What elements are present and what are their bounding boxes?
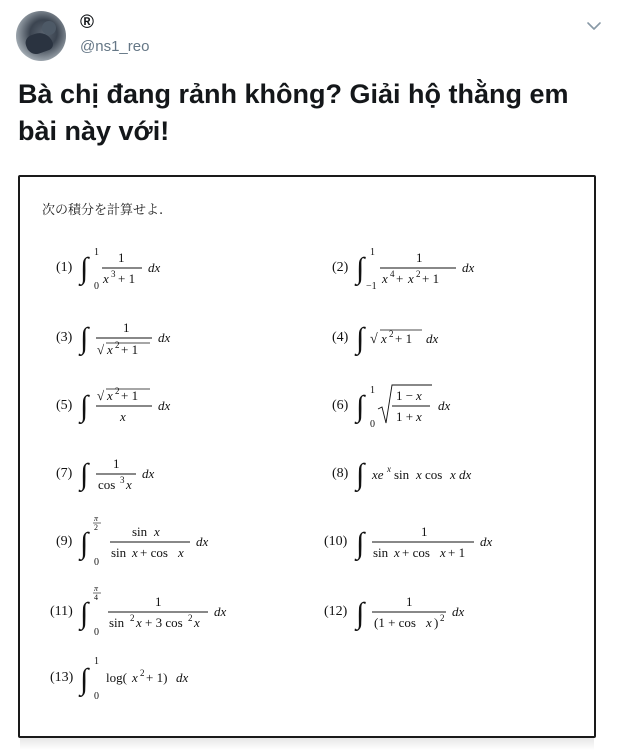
svg-text:dx: dx (462, 260, 475, 275)
svg-text:dx: dx (438, 398, 451, 413)
tweet-image[interactable] (18, 175, 596, 738)
svg-text:π: π (94, 514, 99, 523)
svg-text:x: x (154, 524, 160, 539)
problem-4 (332, 313, 492, 363)
svg-text:dx: dx (148, 260, 161, 275)
svg-text:+ 1): + 1) (146, 670, 168, 685)
svg-text:xe: xe (372, 467, 384, 482)
svg-text:π: π (94, 584, 99, 593)
svg-text:dx: dx (196, 534, 209, 549)
svg-text:+ cos: + cos (402, 545, 430, 560)
svg-text:x: x (426, 615, 432, 630)
svg-text:1: 1 (155, 594, 162, 609)
svg-text:x: x (103, 271, 109, 286)
svg-text:∫: ∫ (356, 390, 365, 423)
svg-text:sin: sin (373, 545, 389, 560)
svg-text:0: 0 (370, 419, 375, 430)
svg-text:sin: sin (111, 545, 127, 560)
svg-text:x: x (107, 342, 113, 357)
svg-text:+ 1: + 1 (118, 271, 136, 286)
svg-text:1 +: 1 + (396, 409, 414, 424)
svg-text:∫: ∫ (80, 527, 89, 560)
svg-text:dx: dx (142, 466, 155, 481)
svg-text:+ 3 cos: + 3 cos (145, 615, 183, 630)
problem-number: (11) (50, 604, 73, 619)
problem-9 (56, 515, 256, 571)
svg-text:3: 3 (111, 269, 116, 279)
svg-text:2: 2 (140, 668, 145, 678)
svg-text:2: 2 (389, 329, 394, 339)
svg-text:∫: ∫ (356, 322, 365, 355)
chevron-down-icon[interactable] (586, 18, 602, 34)
svg-text:x: x (394, 545, 400, 560)
svg-text:1 −: 1 − (396, 388, 414, 403)
problem-8 (332, 449, 512, 499)
svg-text:x: x (132, 670, 138, 685)
svg-text:0: 0 (94, 627, 99, 638)
svg-text:1: 1 (370, 247, 375, 258)
problem-number: (4) (332, 330, 349, 345)
svg-text:x: x (416, 467, 422, 482)
svg-text:4: 4 (94, 593, 98, 602)
instruction-text: 次の積分を計算せよ. (42, 203, 164, 218)
svg-text:x: x (387, 464, 391, 474)
svg-text:sin: sin (394, 467, 410, 482)
svg-text:+ cos: + cos (140, 545, 168, 560)
svg-text:1: 1 (113, 456, 120, 471)
svg-text:(1 + cos: (1 + cos (374, 615, 416, 630)
svg-text:x: x (408, 271, 414, 286)
svg-text:∫: ∫ (356, 527, 365, 560)
svg-text:∫: ∫ (80, 390, 89, 423)
svg-text:1: 1 (94, 656, 99, 667)
svg-text:1: 1 (94, 247, 99, 258)
svg-text:sin: sin (109, 615, 125, 630)
problem-number: (2) (332, 260, 349, 275)
tweet-text: Bà chị đang rảnh không? Giải hộ thằng em bài này với! (18, 79, 569, 146)
problem-number: (1) (56, 260, 73, 275)
problem-12 (324, 585, 524, 641)
problem-number: (3) (56, 330, 73, 345)
svg-text:2: 2 (130, 613, 135, 623)
svg-text:x dx: x dx (450, 467, 472, 482)
display-name[interactable]: ® (80, 12, 94, 33)
svg-text:+ 1: + 1 (422, 271, 440, 286)
problem-10 (324, 515, 534, 571)
svg-text:+ 1: + 1 (395, 331, 413, 346)
svg-text:cos: cos (425, 467, 443, 482)
svg-text:0: 0 (94, 281, 99, 292)
problem-number: (13) (50, 670, 74, 685)
svg-text:4: 4 (390, 269, 395, 279)
svg-text:x: x (178, 545, 184, 560)
svg-text:1: 1 (421, 524, 428, 539)
svg-text:√: √ (97, 388, 105, 403)
svg-text:x: x (382, 271, 388, 286)
svg-text:√: √ (370, 332, 378, 347)
svg-text:∫: ∫ (356, 458, 365, 491)
problem-number: (12) (324, 604, 348, 619)
svg-text:x: x (381, 331, 387, 346)
svg-text:x: x (440, 545, 446, 560)
svg-text:2: 2 (115, 340, 120, 350)
problem-13 (50, 651, 250, 703)
problem-number: (8) (332, 466, 349, 481)
svg-text:x: x (194, 615, 200, 630)
svg-text:dx: dx (158, 330, 171, 345)
problem-11 (50, 585, 270, 641)
svg-text:dx: dx (176, 670, 189, 685)
problem-number: (9) (56, 534, 73, 549)
svg-text:∫: ∫ (80, 663, 89, 696)
svg-text:2: 2 (115, 386, 120, 396)
svg-text:dx: dx (214, 604, 227, 619)
svg-text:1: 1 (123, 320, 130, 335)
svg-text:dx: dx (452, 604, 465, 619)
svg-text:0: 0 (94, 691, 99, 702)
svg-text:1: 1 (406, 594, 413, 609)
svg-text:x: x (136, 615, 142, 630)
svg-text:log(: log( (106, 670, 127, 685)
svg-text:x: x (132, 545, 138, 560)
svg-text:∫: ∫ (80, 597, 89, 630)
svg-text:cos: cos (98, 477, 116, 492)
svg-text:√: √ (97, 342, 105, 357)
svg-text:+ 1: + 1 (448, 545, 466, 560)
svg-text:1: 1 (118, 250, 125, 265)
problem-5 (56, 381, 216, 431)
svg-text:2: 2 (188, 613, 193, 623)
svg-text:x: x (120, 409, 126, 424)
problem-7 (56, 449, 216, 499)
user-handle[interactable]: @ns1_reo (80, 38, 150, 55)
svg-text:2: 2 (94, 523, 98, 532)
svg-text:3: 3 (120, 475, 125, 485)
svg-text:∫: ∫ (356, 252, 365, 285)
problem-number: (6) (332, 398, 349, 413)
svg-text:2: 2 (440, 613, 445, 623)
svg-text:x: x (107, 388, 113, 403)
svg-text:dx: dx (158, 398, 171, 413)
svg-text:1: 1 (416, 250, 423, 265)
svg-text:dx: dx (480, 534, 493, 549)
svg-text:): ) (434, 615, 439, 630)
svg-text:+ 1: + 1 (121, 342, 139, 357)
svg-text:+: + (396, 271, 404, 286)
svg-text:dx: dx (426, 331, 439, 346)
svg-text:−1: −1 (366, 281, 377, 292)
svg-text:∫: ∫ (80, 252, 89, 285)
problem-number: (10) (324, 534, 348, 549)
avatar[interactable] (16, 11, 66, 61)
problem-2 (332, 243, 512, 293)
svg-text:∫: ∫ (356, 597, 365, 630)
svg-text:x: x (416, 388, 422, 403)
svg-text:x: x (126, 477, 132, 492)
svg-text:sin: sin (132, 524, 148, 539)
problem-3 (56, 313, 216, 363)
problem-6 (332, 381, 492, 431)
svg-text:+ 1: + 1 (121, 388, 139, 403)
svg-text:0: 0 (94, 557, 99, 568)
svg-text:∫: ∫ (80, 322, 89, 355)
svg-text:2: 2 (416, 269, 421, 279)
problem-1 (56, 243, 216, 293)
svg-text:1: 1 (370, 385, 375, 396)
problem-number: (7) (56, 466, 73, 481)
svg-text:∫: ∫ (80, 458, 89, 491)
problem-number: (5) (56, 398, 73, 413)
svg-text:x: x (416, 409, 422, 424)
